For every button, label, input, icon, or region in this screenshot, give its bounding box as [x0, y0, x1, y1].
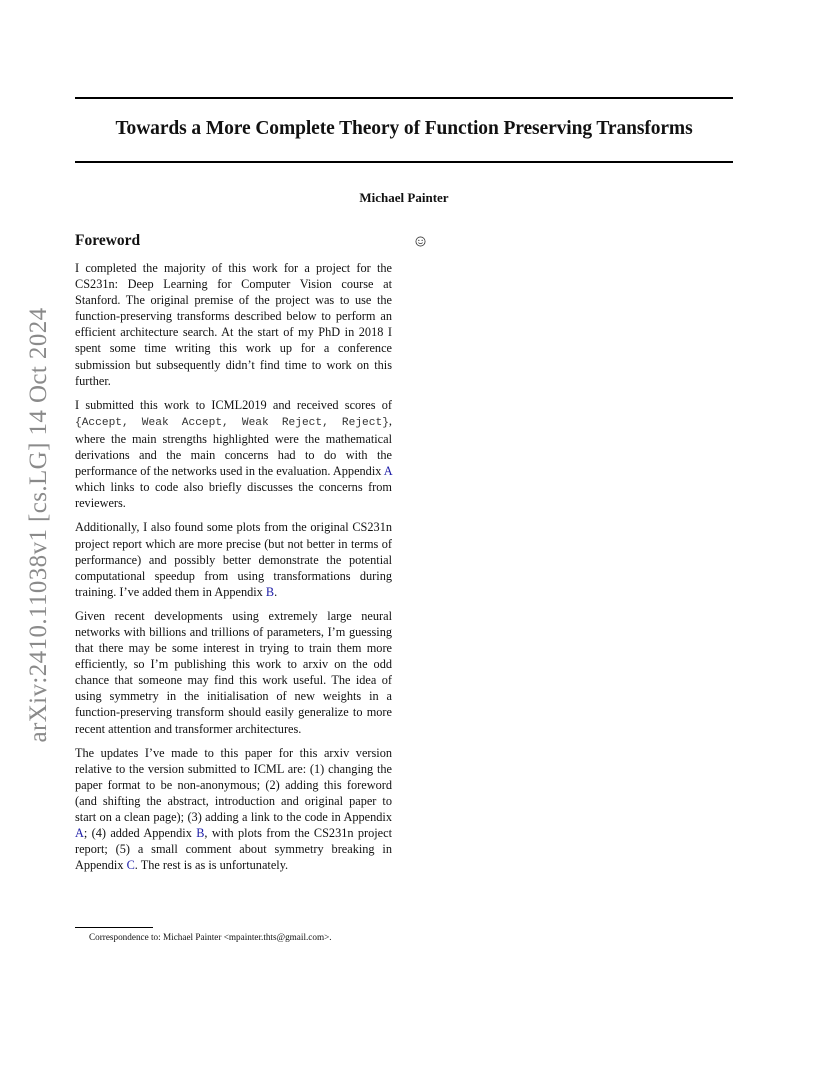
appendix-a-link[interactable]: A — [383, 464, 392, 479]
p2-text-b: , where the main strengths highlighted were the mathematical derivations and the main concerns had to do with the performance of the networks used in the evaluation. Appendix — [75, 413, 392, 479]
arxiv-side-stamp — [23, 290, 55, 760]
appendix-c-link[interactable]: C — [126, 858, 135, 873]
smiley-face-icon — [415, 236, 426, 247]
p5-text-a: The updates I’ve made to this paper for this arxiv version relative to the version submitted to ICML are: (1) changing the paper format to be non-anonymous; (2) adding this foreword (and shifting the abstract, introduction and original paper to start on a clean page); (3) adding a link to the code in Appendix — [75, 745, 392, 824]
p2-text-c: which links to code also briefly discusses the concerns from reviewers. — [75, 480, 392, 511]
foreword-paragraph-1: I completed the majority of this work for a project for the CS231n: Deep Learning for Computer Vision course at Stanford. The original premise of the project was to use the function-preserving transforms described below to perform an efficient architecture search. At the start of my PhD in 2018 I spent some time writing this work up for a conference submission but subsequently didn’t find time to work on this further. — [75, 261, 392, 388]
title-top-rule — [75, 97, 733, 99]
p3-text-b: . — [274, 584, 278, 599]
footnote-rule — [75, 927, 153, 928]
foreword-paragraph-2 — [75, 397, 392, 512]
appendix-a-link[interactable]: A — [75, 826, 84, 841]
author-name: Michael Painter — [359, 190, 449, 205]
p5-text-b: ; (4) added Appendix — [83, 826, 197, 841]
p5-text-c: , with plots from the CS231n project report; (5) a small comment about symmetry breaking in Appendix — [75, 826, 393, 873]
p3-text-a: Additionally, I also found some plots from the original CS231n project report which are more precise (but not better in terms of performance) and possibly better demonstrate the potential computational speedup from using transformations during training. I’ve added them in Appendix — [75, 520, 392, 599]
arxiv-side-stamp-text: arXiv:2410.11038v1 [cs.LG] 14 Oct 2024 — [25, 307, 52, 743]
title-bottom-rule — [75, 161, 733, 163]
p5-text-d: . The rest is as is unfortunately. — [134, 858, 289, 873]
review-scores: {Accept, Weak Accept, Weak Reject, Reject} — [75, 416, 389, 429]
appendix-b-link[interactable]: B — [265, 584, 275, 599]
p2-text-a: I submitted this work to ICML2019 and received scores of — [75, 397, 392, 412]
foreword-paragraph-4: Given recent developments using extremely large neural networks with billions and trillions of parameters, I’m guessing that there may be some interest in trying to train them more efficiently, so I’m publishing this work to arxiv on the odd chance that someone may find this work useful. The idea of using symmetry in the initialisation of new weights in a function-preserving transform should easily generalize to more recent attention and transformer architectures. — [75, 608, 392, 736]
paper-title: Towards a More Complete Theory of Function Preserving Transforms — [115, 118, 693, 139]
foreword-heading: Foreword — [75, 232, 141, 249]
appendix-b-link[interactable]: B — [196, 826, 205, 841]
foreword-body — [75, 260, 392, 881]
foreword-paragraph-3 — [75, 519, 392, 599]
foreword-paragraph-5 — [75, 745, 392, 874]
correspondence-footnote: Correspondence to: Michael Painter <mpainter.thts@gmail.com>. — [89, 932, 332, 942]
